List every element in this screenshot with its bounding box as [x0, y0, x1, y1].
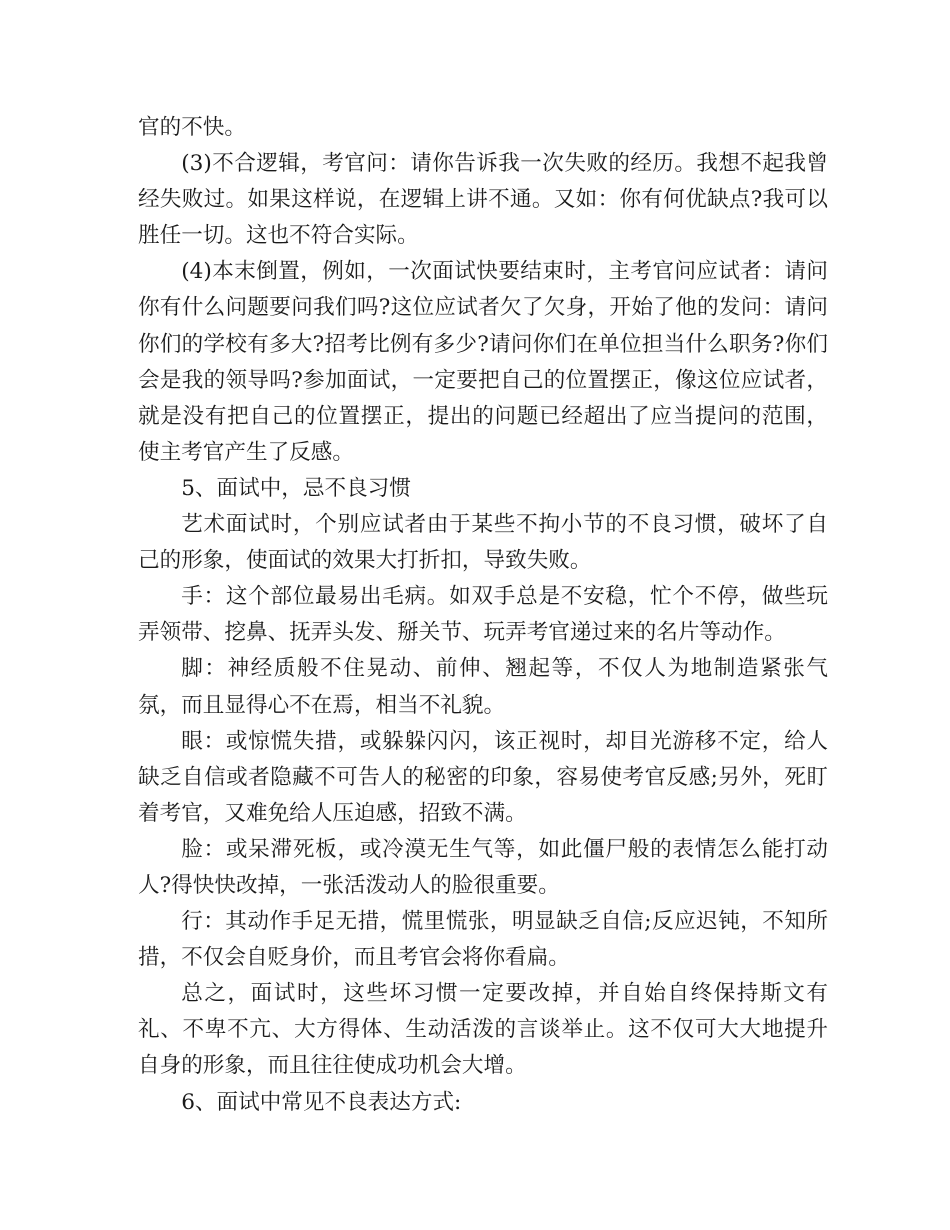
- paragraph-continuation: 官的不快。: [138, 115, 246, 140]
- section-heading-bad-habits: 5、面试中，忌不良习惯: [181, 475, 411, 501]
- paragraph-feet: 脚：神经质般不住晃动、前伸、翘起等，不仅人为地制造紧张气氛，而且显得心不在焉，相当不礼貌。: [138, 656, 828, 718]
- document-body: [138, 110, 828, 1121]
- paragraph-bad-habits-intro: 艺术面试时，个别应试者由于某些不拘小节的不良习惯，破坏了自己的形象，使面试的效果大打折扣，导致失败。: [138, 512, 828, 574]
- paragraph-eyes: 眼：或惊慌失措，或躲躲闪闪，该正视时，却目光游移不定，给人缺乏自信或者隐藏不可告人的秘密的印象，容易使考官反感;另外，死盯着考官，又难免给人压迫感，招致不满。: [138, 728, 828, 826]
- section-heading-bad-expressions: 6、面试中常见不良表达方式:: [181, 1089, 462, 1115]
- paragraph-summary: 总之，面试时，这些坏习惯一定要改掉，并自始自终保持斯文有礼、不卑不亢、大方得体、生动活泼的言谈举止。这不仅可大大地提升自身的形象，而且往往使成功机会大增。: [138, 981, 828, 1079]
- paragraph-illogical: (3)不合逻辑，考官问：请你告诉我一次失败的经历。我想不起我曾经失败过。如果这样说，在逻辑上讲不通。又如：你有何优缺点?我可以胜任一切。这也不符合实际。: [138, 151, 828, 249]
- paragraph-face: 脸：或呆滞死板，或冷漠无生气等，如此僵尸般的表情怎么能打动人?得快快改掉，一张活泼动人的脸很重要。: [138, 836, 828, 898]
- paragraph-misplaced-priority: (4)本末倒置，例如，一次面试快要结束时，主考官问应试者：请问你有什么问题要问我们吗?这位应试者欠了欠身，开始了他的发问：请问你们的学校有多大?招考比例有多少?请问你们在单位担当什么职务?你们会是我的领导吗?参加面试，一定要把自己的位置摆正，像这位应试者，就是没有把自己的位置摆正，提出的问题已经超出了应当提问的范围，使主考官产生了反感。: [138, 259, 828, 465]
- paragraph-behavior: 行：其动作手足无措，慌里慌张，明显缺乏自信;反应迟钝，不知所措，不仅会自贬身价，而且考官会将你看扁。: [138, 909, 828, 971]
- paragraph-hands: 手：这个部位最易出毛病。如双手总是不安稳，忙个不停，做些玩弄领带、挖鼻、抚弄头发、掰关节、玩弄考官递过来的名片等动作。: [138, 584, 828, 646]
